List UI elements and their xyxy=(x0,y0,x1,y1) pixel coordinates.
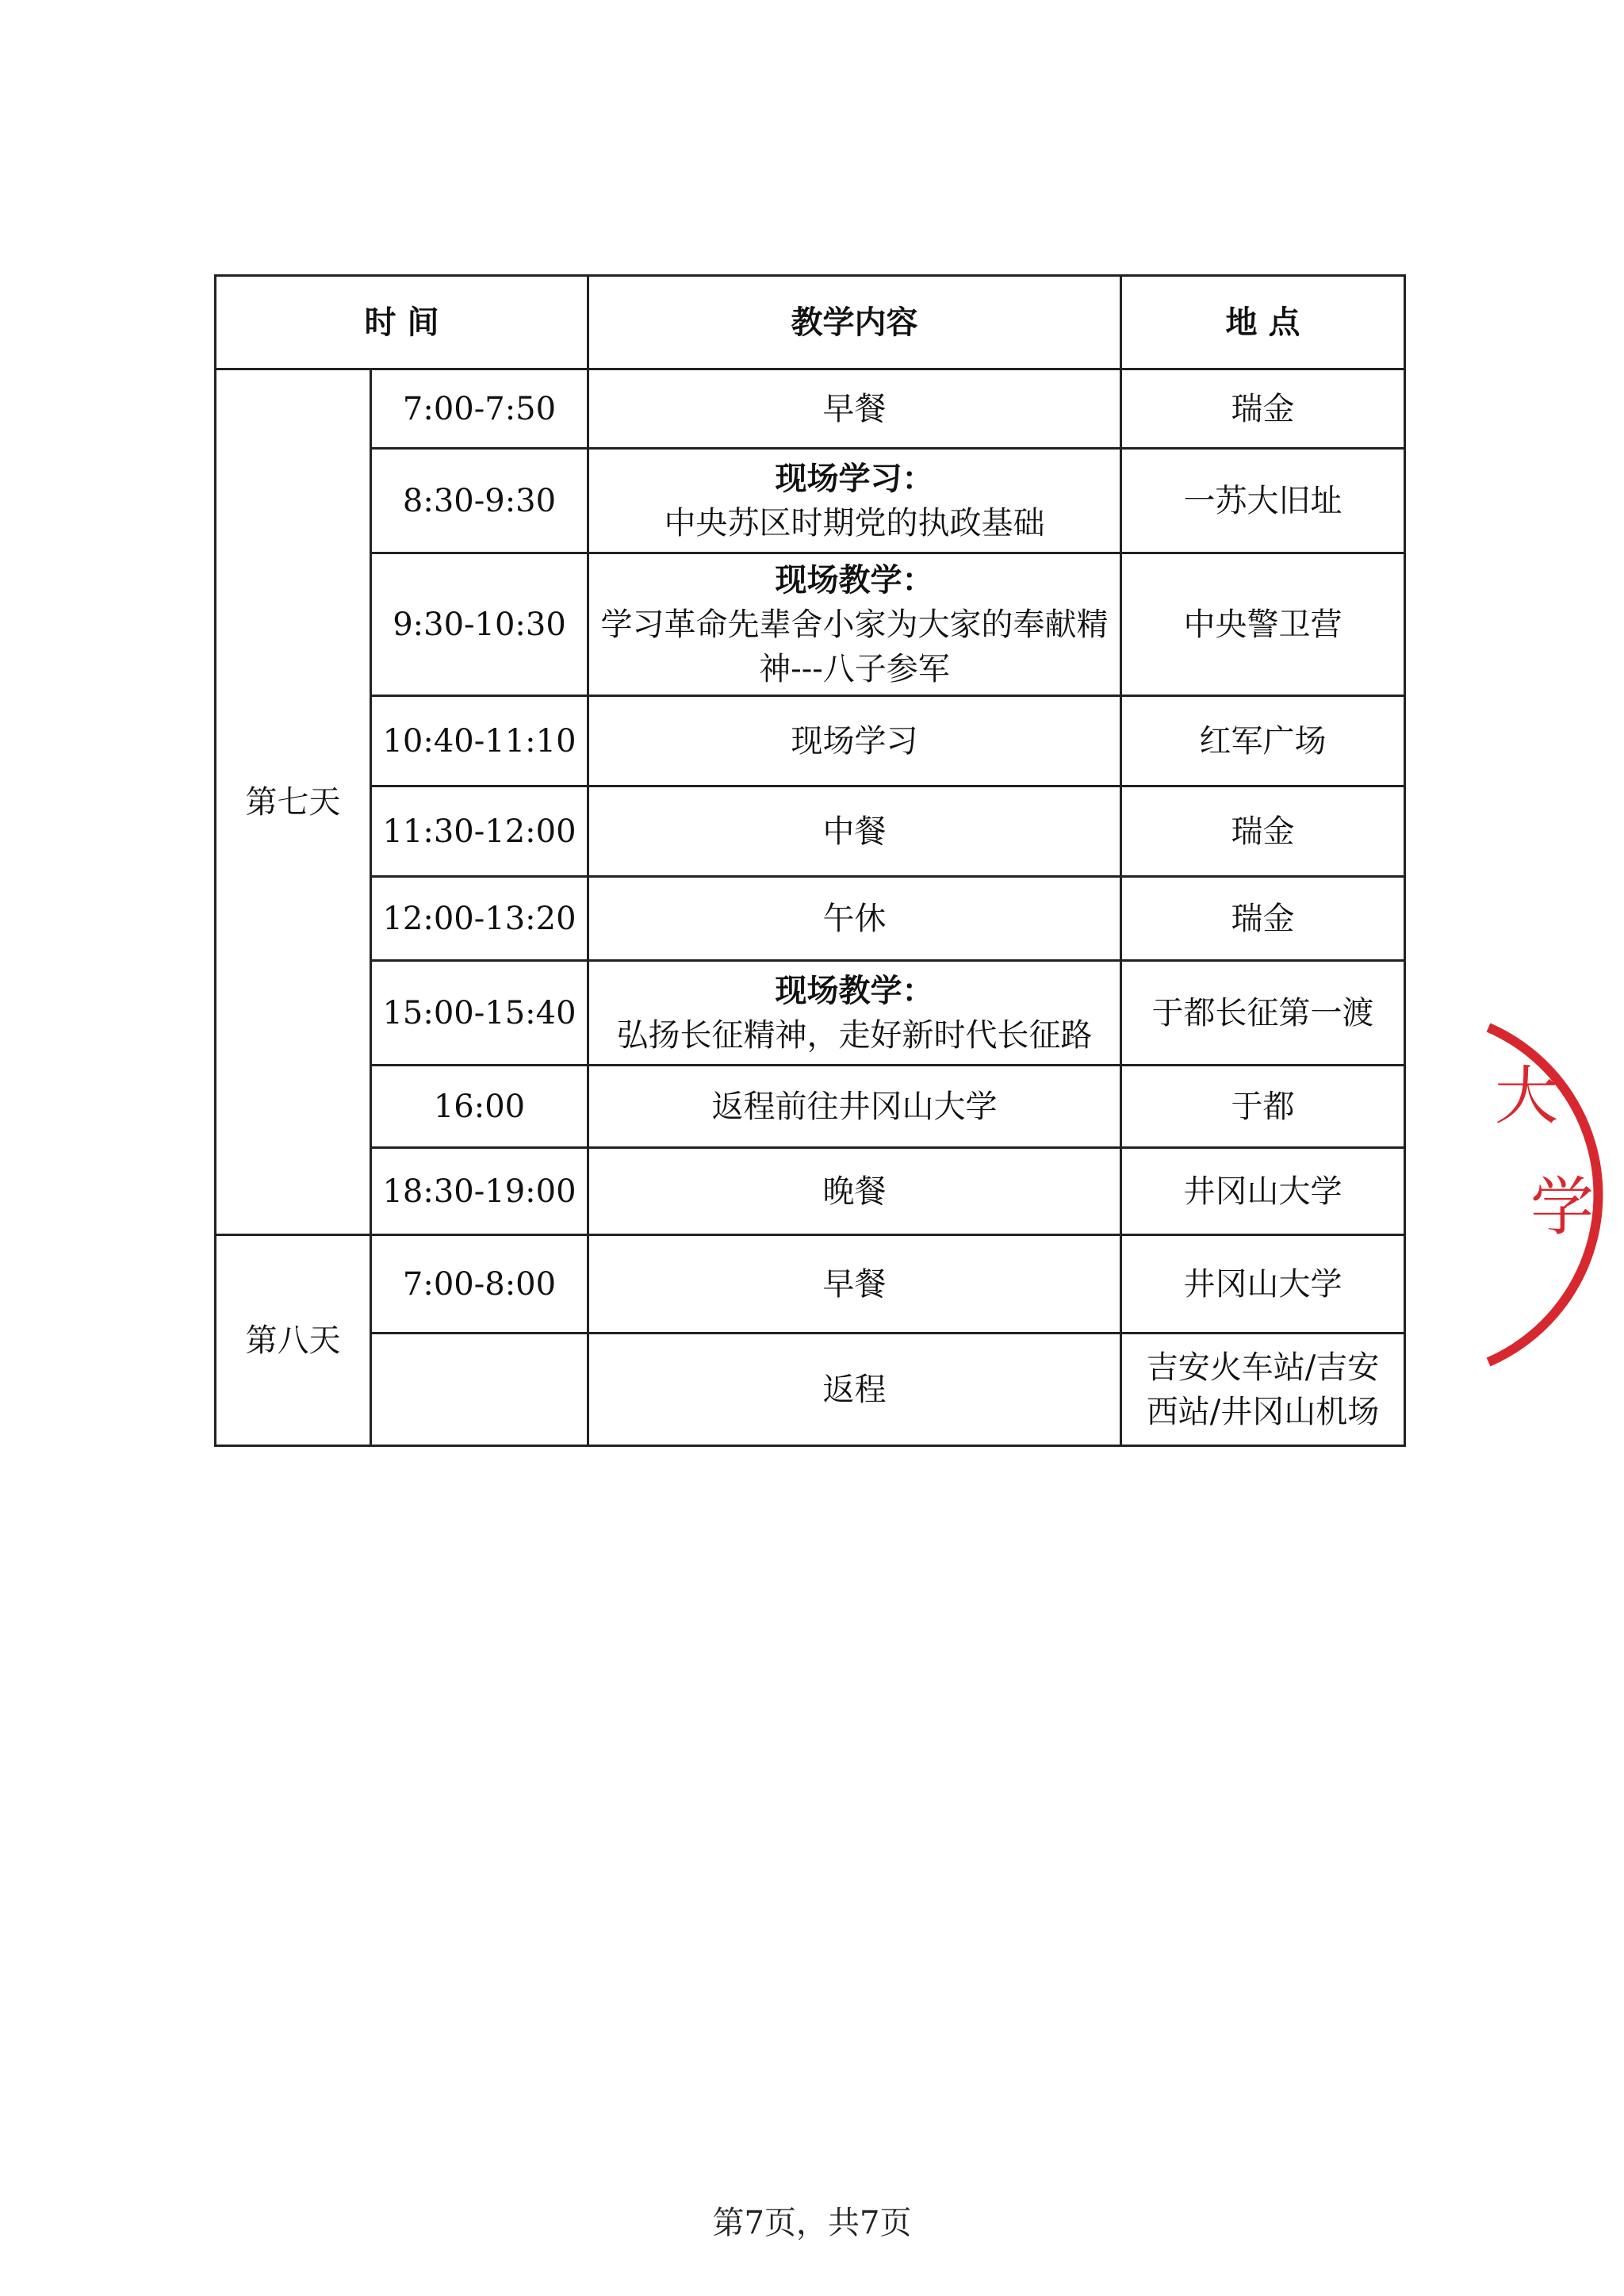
location-cell: 一苏大旧址 xyxy=(1121,449,1405,553)
content-cell xyxy=(588,449,1121,553)
table-row xyxy=(216,696,1405,786)
day-label: 第七天 xyxy=(216,369,371,1235)
content-body: 午休 xyxy=(822,900,887,937)
day-label: 第八天 xyxy=(216,1235,371,1446)
location-cell: 瑞金 xyxy=(1121,877,1405,961)
content-body: 返程 xyxy=(822,1371,887,1408)
seal-graphic xyxy=(1471,1023,1622,1372)
content-title: 现场学习： xyxy=(775,459,934,497)
table-row xyxy=(216,1334,1405,1446)
content-cell xyxy=(588,553,1121,696)
time-cell: 11:30-12:00 xyxy=(371,786,588,877)
content-body: 中央苏区时期党的执政基础 xyxy=(664,504,1045,541)
content-title: 现场教学： xyxy=(775,971,934,1009)
schedule-table xyxy=(214,274,1406,1447)
official-seal xyxy=(1471,1023,1622,1372)
header-location: 地 点 xyxy=(1121,276,1405,369)
content-body: 现场学习 xyxy=(791,722,918,760)
content-cell xyxy=(588,1334,1121,1446)
location-cell: 吉安火车站/吉安西站/井冈山机场 xyxy=(1121,1334,1405,1446)
header-time: 时 间 xyxy=(216,276,588,369)
content-title: 现场教学： xyxy=(775,561,934,599)
table-row xyxy=(216,1148,1405,1235)
table-row xyxy=(216,369,1405,449)
content-cell xyxy=(588,369,1121,449)
content-body: 早餐 xyxy=(822,390,887,427)
content-body: 晚餐 xyxy=(822,1173,887,1210)
time-cell: 12:00-13:20 xyxy=(371,877,588,961)
content-body: 弘扬长征精神，走好新时代长征路 xyxy=(616,1016,1093,1054)
table-row xyxy=(216,877,1405,961)
time-cell: 7:00-7:50 xyxy=(371,369,588,449)
time-cell: 9:30-10:30 xyxy=(371,553,588,696)
seal-char-2: 学 xyxy=(1530,1170,1594,1244)
content-body: 早餐 xyxy=(822,1265,887,1303)
table-row xyxy=(216,1235,1405,1334)
time-cell xyxy=(371,1334,588,1446)
content-cell xyxy=(588,696,1121,786)
time-cell: 18:30-19:00 xyxy=(371,1148,588,1235)
location-cell: 瑞金 xyxy=(1121,369,1405,449)
content-body: 学习革命先辈舍小家为大家的奉献精神---八子参军 xyxy=(600,606,1109,687)
location-cell: 井冈山大学 xyxy=(1121,1148,1405,1235)
time-cell: 7:00-8:00 xyxy=(371,1235,588,1334)
table-row xyxy=(216,786,1405,877)
table-row xyxy=(216,1066,1405,1148)
content-cell xyxy=(588,1148,1121,1235)
time-cell: 16:00 xyxy=(371,1066,588,1148)
location-cell: 瑞金 xyxy=(1121,786,1405,877)
table-header-row xyxy=(216,276,1405,369)
location-cell: 于都 xyxy=(1121,1066,1405,1148)
time-cell: 8:30-9:30 xyxy=(371,449,588,553)
time-cell: 10:40-11:10 xyxy=(371,696,588,786)
location-cell: 中央警卫营 xyxy=(1121,553,1405,696)
content-cell xyxy=(588,1235,1121,1334)
content-cell xyxy=(588,1066,1121,1148)
table-row xyxy=(216,961,1405,1066)
content-body: 中餐 xyxy=(822,813,887,850)
seal-char-1: 大 xyxy=(1495,1059,1558,1133)
table-row xyxy=(216,553,1405,696)
location-cell: 井冈山大学 xyxy=(1121,1235,1405,1334)
table-row xyxy=(216,449,1405,553)
header-content: 教学内容 xyxy=(588,276,1121,369)
location-cell: 于都长征第一渡 xyxy=(1121,961,1405,1066)
page-footer: 第7页，共7页 xyxy=(712,2205,912,2241)
location-cell: 红军广场 xyxy=(1121,696,1405,786)
schedule-body xyxy=(216,369,1405,1446)
content-cell xyxy=(588,961,1121,1066)
content-body: 返程前往井冈山大学 xyxy=(711,1088,998,1125)
content-cell xyxy=(588,786,1121,877)
content-cell xyxy=(588,877,1121,961)
time-cell: 15:00-15:40 xyxy=(371,961,588,1066)
